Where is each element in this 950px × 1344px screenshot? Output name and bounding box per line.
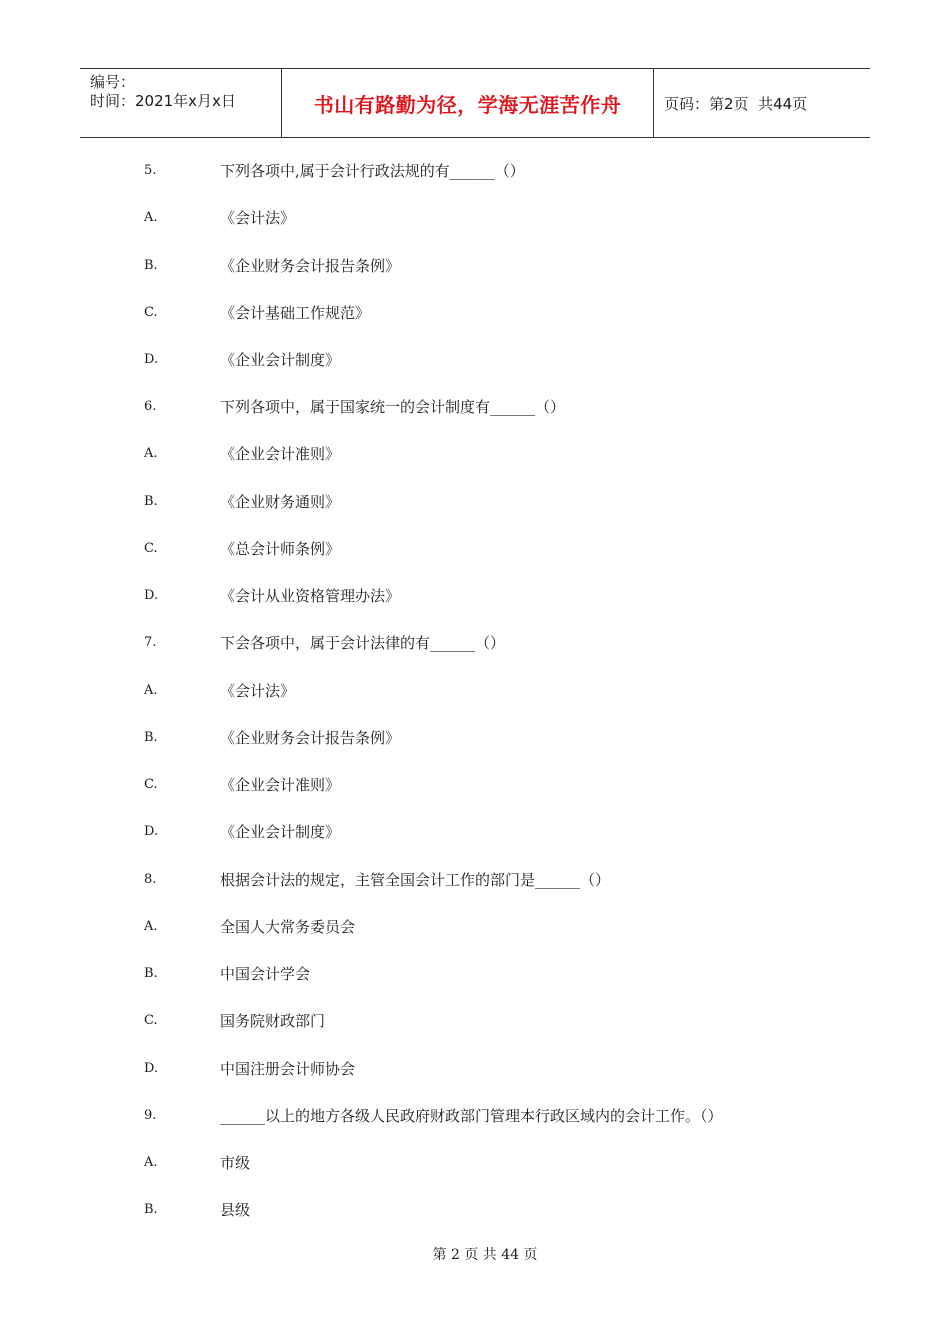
document-number-label: 编号： <box>90 73 136 91</box>
page-header <box>80 68 870 138</box>
option-line <box>0 820 950 844</box>
line-label: A. <box>144 1155 158 1170</box>
option-line <box>0 490 950 514</box>
line-label: D. <box>144 588 159 603</box>
line-label: C. <box>144 305 158 320</box>
line-text: 全国人大常务委员会 <box>220 918 356 936</box>
question-line <box>0 395 950 419</box>
option-line <box>0 442 950 466</box>
document-date: 时间：2021年x月x日 <box>90 92 236 110</box>
option-line <box>0 962 950 986</box>
option-line <box>0 254 950 278</box>
line-label: 5. <box>144 163 157 178</box>
option-line <box>0 1198 950 1222</box>
header-motto: 书山有路勤为径，学海无涯苦作舟 <box>282 69 654 137</box>
line-text: 《企业会计准则》 <box>220 776 341 794</box>
line-text: 《企业财务会计报告条例》 <box>220 729 401 747</box>
line-text: 《会计从业资格管理办法》 <box>220 587 401 605</box>
line-text: 《企业会计制度》 <box>220 351 341 369</box>
line-text: 下列各项中,属于会计行政法规的有______（） <box>220 162 525 180</box>
line-label: 6. <box>144 399 157 414</box>
option-line <box>0 679 950 703</box>
question-line <box>0 1104 950 1128</box>
header-meta <box>80 69 282 137</box>
line-label: 7. <box>144 635 157 650</box>
line-text: 《企业会计制度》 <box>220 823 341 841</box>
line-label: 8. <box>144 872 157 887</box>
line-label: C. <box>144 777 158 792</box>
line-label: D. <box>144 824 159 839</box>
option-line <box>0 915 950 939</box>
option-line <box>0 301 950 325</box>
line-label: A. <box>144 210 158 225</box>
line-text: 《会计法》 <box>220 209 296 227</box>
line-text: 《总会计师条例》 <box>220 540 341 558</box>
option-line <box>0 206 950 230</box>
line-label: B. <box>144 1202 158 1217</box>
option-line <box>0 584 950 608</box>
line-label: B. <box>144 494 158 509</box>
line-label: C. <box>144 1013 158 1028</box>
line-label: A. <box>144 919 158 934</box>
line-label: B. <box>144 730 158 745</box>
page-footer: 第 2 页 共 44 页 <box>432 1247 538 1263</box>
question-line <box>0 159 950 183</box>
line-label: 9. <box>144 1108 157 1123</box>
line-label: B. <box>144 258 158 273</box>
line-label: D. <box>144 352 159 367</box>
option-line <box>0 726 950 750</box>
option-line <box>0 348 950 372</box>
line-label: C. <box>144 541 158 556</box>
line-text: 国务院财政部门 <box>220 1012 326 1030</box>
line-text: 《企业会计准则》 <box>220 445 341 463</box>
line-label: A. <box>144 683 158 698</box>
line-text: 《会计基础工作规范》 <box>220 304 371 322</box>
page-info-text: 页码：第2页 共44页 <box>664 94 808 113</box>
line-text: 《企业财务会计报告条例》 <box>220 257 401 275</box>
option-line <box>0 1009 950 1033</box>
line-text: ______以上的地方各级人民政府财政部门管理本行政区域内的会计工作。（） <box>220 1107 723 1125</box>
question-line <box>0 631 950 655</box>
line-label: D. <box>144 1061 159 1076</box>
line-text: 下会各项中，属于会计法律的有______（） <box>220 634 506 652</box>
line-label: B. <box>144 966 158 981</box>
option-line <box>0 1151 950 1175</box>
line-text: 中国注册会计师协会 <box>220 1060 356 1078</box>
line-text: 《企业财务通则》 <box>220 493 341 511</box>
line-label: A. <box>144 446 158 461</box>
option-line <box>0 1057 950 1081</box>
option-line <box>0 537 950 561</box>
header-page-info <box>654 69 870 137</box>
line-text: 下列各项中，属于国家统一的会计制度有______（） <box>220 398 566 416</box>
line-text: 县级 <box>220 1201 251 1219</box>
line-text: 市级 <box>220 1154 251 1172</box>
option-line <box>0 773 950 797</box>
line-text: 中国会计学会 <box>220 965 311 983</box>
line-text: 根据会计法的规定，主管全国会计工作的部门是______（） <box>220 871 611 889</box>
line-text: 《会计法》 <box>220 682 296 700</box>
question-line <box>0 868 950 892</box>
